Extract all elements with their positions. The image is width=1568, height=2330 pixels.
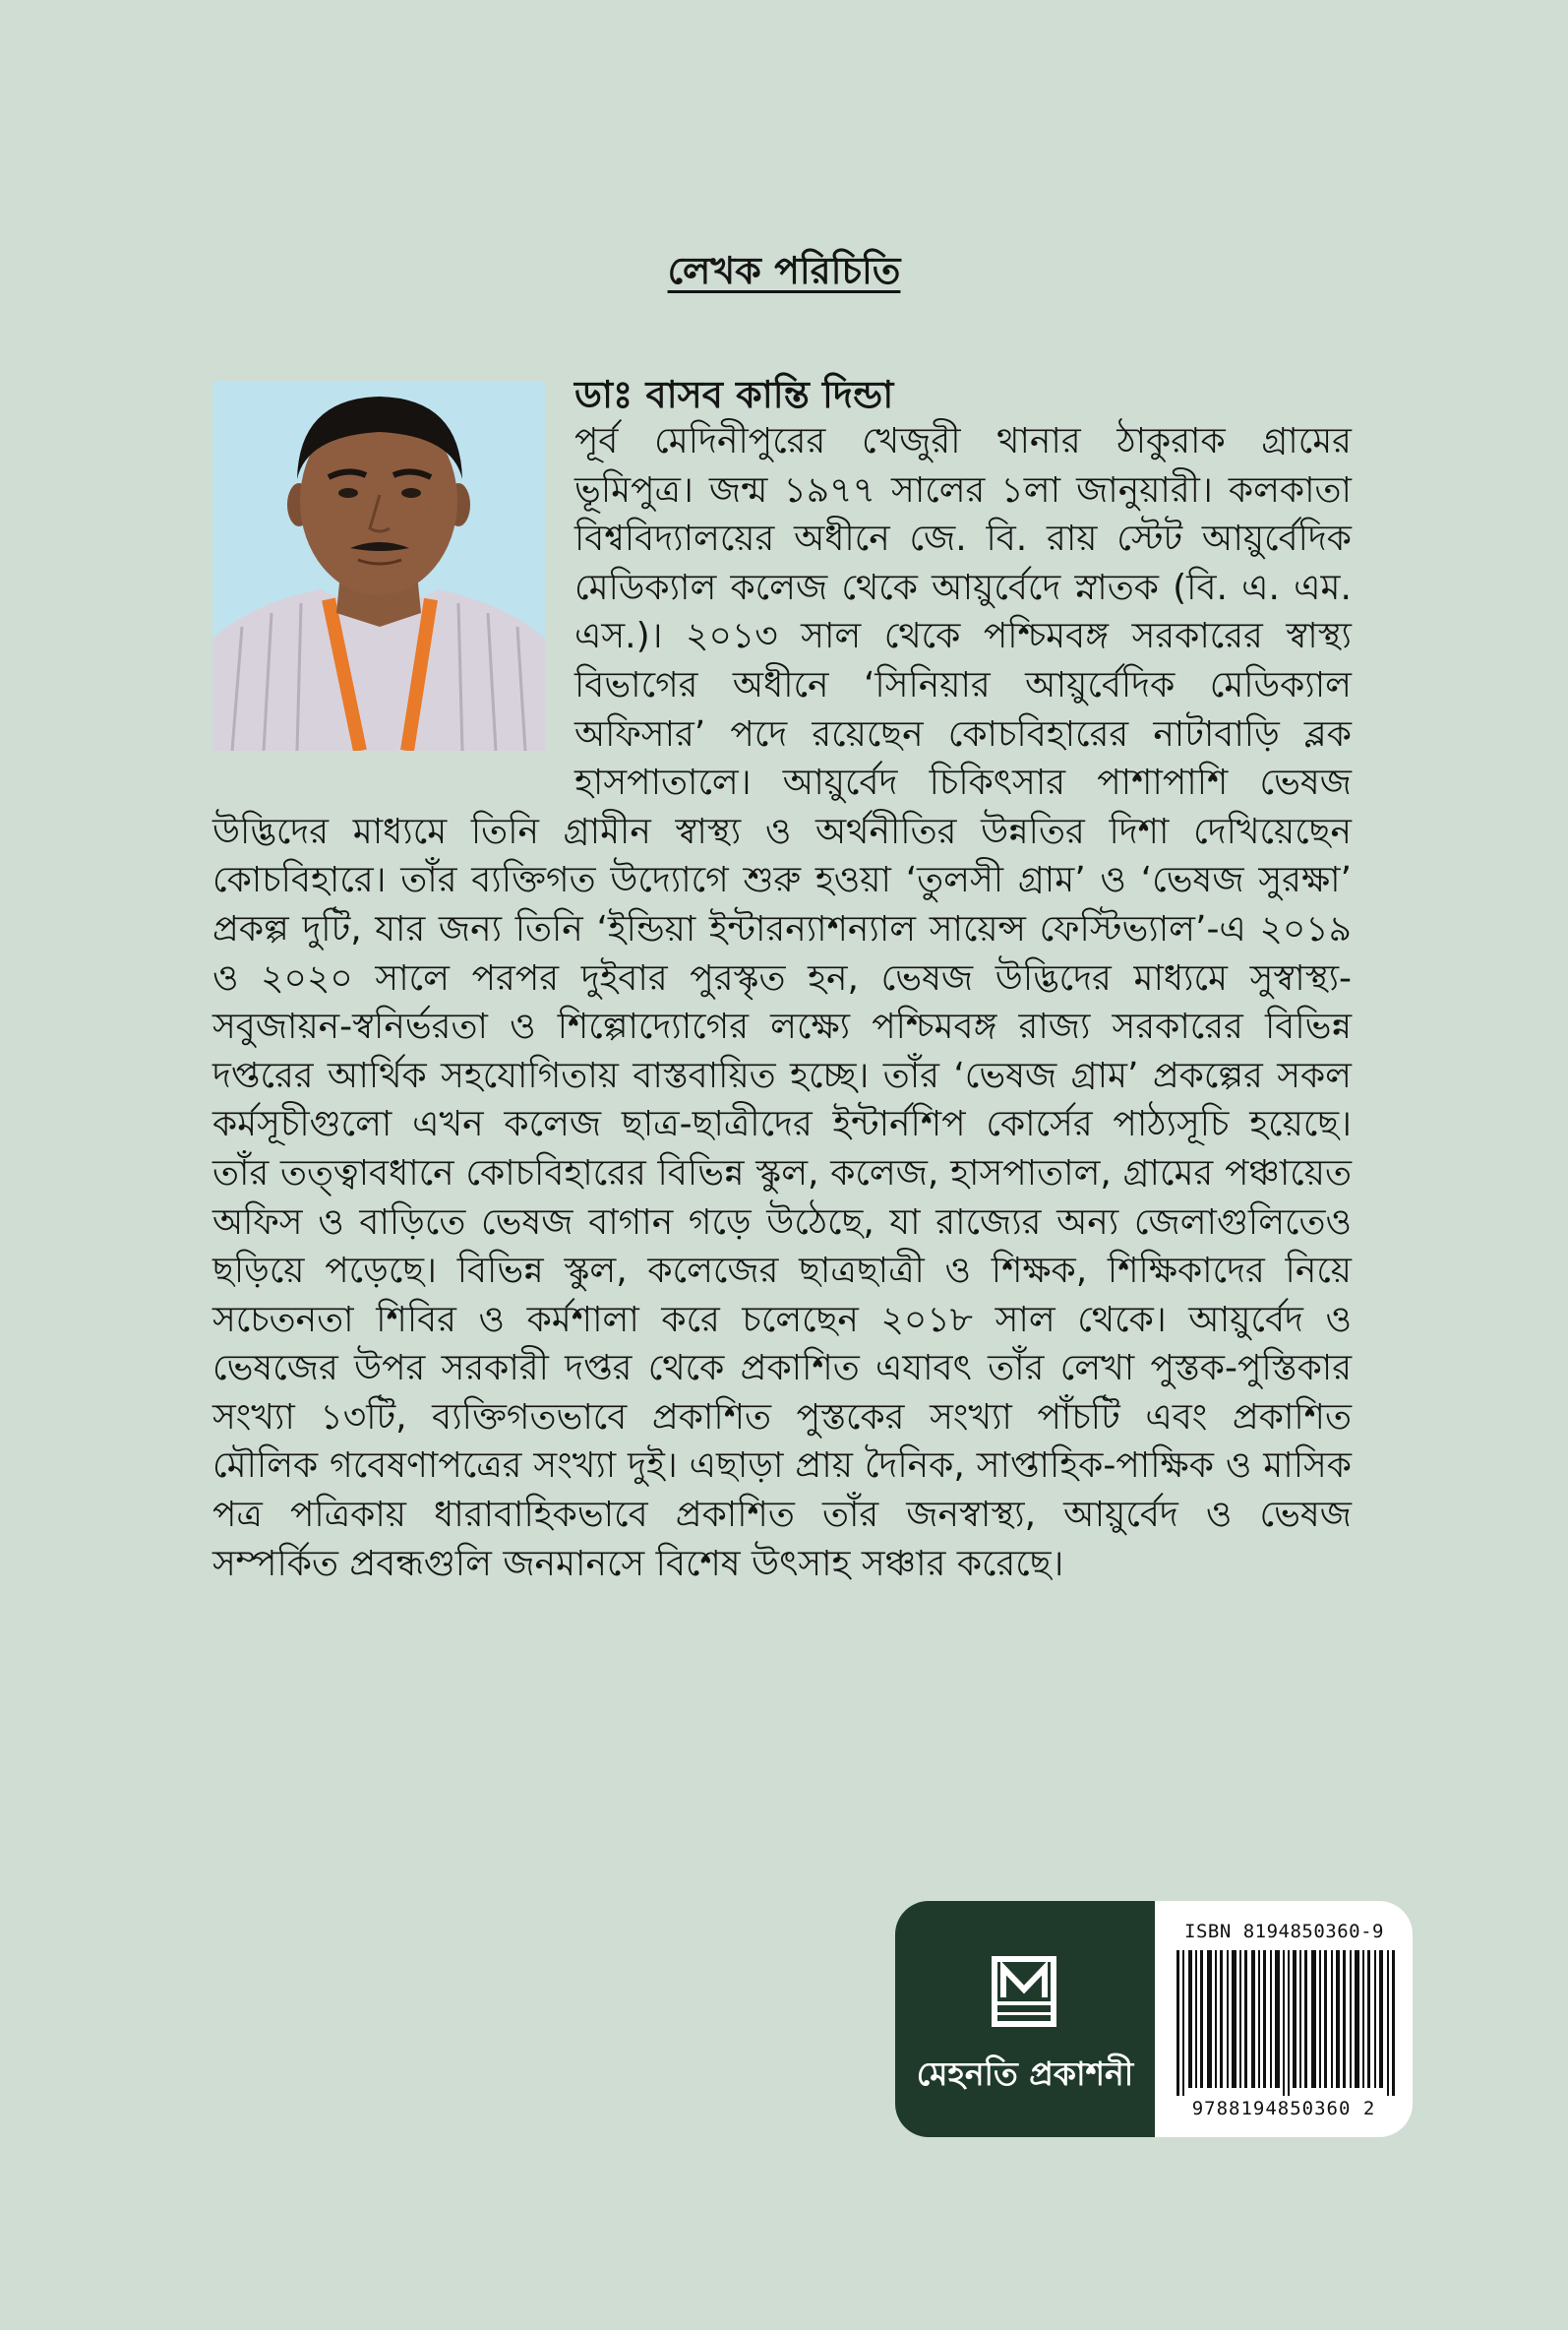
photo-text-wrap-spacer xyxy=(212,417,574,783)
publisher-panel xyxy=(895,1901,1155,2137)
barcode-digits: 9788194850360 2 xyxy=(1191,2098,1376,2119)
barcode-panel xyxy=(1155,1901,1413,2137)
author-bio-text: পূর্ব মেদিনীপুরের খেজুরী থানার ঠাকুরাক গ্রামের ভূমিপুত্র। জন্ম ১৯৭৭ সালের ১লা জানুয়ারী। কলকাতা বিশ্ববিদ্যালয়ের অধীনে জে. বি. রায় স্টেট আয়ুর্বেদিক মেডিক্যাল কলেজ থেকে আয়ুর্বেদে স্নাতক (বি. এ. এম. এস.)। ২০১৩ সাল থেকে পশ্চিমবঙ্গ সরকারের স্বাস্থ্য বিভাগের অধীনে ‘সিনিয়ার আয়ুর্বেদিক মেডিক্যাল অফিসার’ পদে রয়েছেন কোচবিহারের নাটাবাড়ি ব্লক হাসপাতালে। আয়ুর্বেদ চিকিৎসার পাশাপাশি ভেষজ উদ্ভিদের মাধ্যমে তিনি গ্রামীন স্বাস্থ্য ও অর্থনীতির উন্নতির দিশা দেখিয়েছেন কোচবিহারে। তাঁর ব্যক্তিগত উদ্যোগে শুরু হওয়া ‘তুলসী গ্রাম’ ও ‘ভেষজ সুরক্ষা’ প্রকল্প দুটি, যার জন্য তিনি ‘ইন্ডিয়া ইন্টারন্যাশন্যাল সায়েন্স ফেস্টিভ্যাল’-এ ২০১৯ ও ২০২০ সালে পরপর দুইবার পুরস্কৃত হন, ভেষজ উদ্ভিদের মাধ্যমে সুস্বাস্থ্য-সবুজায়ন-স্বনির্ভরতা ও শিল্পোদ্যোগের লক্ষ্যে পশ্চিমবঙ্গ রাজ্য সরকারের বিভিন্ন দপ্তরের আর্থিক সহযোগিতায় বাস্তবায়িত হচ্ছে। তাঁর ‘ভেষজ গ্রাম’ প্রকল্পের সকল কর্মসূচীগুলো এখন কলেজ ছাত্র-ছাত্রীদের ইন্টার্নশিপ কোর্সের পাঠ্যসূচি হয়েছে। তাঁর তত্ত্বাবধানে কোচবিহারের বিভিন্ন স্কুল, কলেজ, হাসপাতাল, গ্রামের পঞ্চায়েত অফিস ও বাড়িতে ভেষজ বাগান গড়ে উঠেছে, যা রাজ্যের অন্য জেলাগুলিতেও ছড়িয়ে পড়েছে। বিভিন্ন স্কুল, কলেজের ছাত্রছাত্রী ও শিক্ষক, শিক্ষিকাদের নিয়ে সচেতনতা শিবির ও কর্মশালা করে চলেছেন ২০১৮ সাল থেকে। আয়ুর্বেদ ও ভেষজের উপর সরকারী দপ্তর থেকে প্রকাশিত এযাবৎ তাঁর লেখা পুস্তক-পুস্তিকার সংখ্যা ১৩টি, ব্যক্তিগতভাবে প্রকাশিত পুস্তকের সংখ্যা পাঁচটি এবং প্রকাশিত মৌলিক গবেষণাপত্রের সংখ্যা দুই। এছাড়া প্রায় দৈনিক, সাপ্তাহিক-পাক্ষিক ও মাসিক পত্র পত্রিকায় ধারাবাহিকভাবে প্রকাশিত তাঁর জনস্বাস্থ্য, আয়ুর্বেদ ও ভেষজ সম্পর্কিত প্রবন্ধগুলি জনমানসে বিশেষ উৎসাহ সঞ্চার করেছে। xyxy=(212,421,1352,1584)
author-name: ডাঃ বাসব কান্তি দিন্ডা xyxy=(574,373,894,416)
isbn-label: ISBN 8194850360-9 xyxy=(1184,1921,1384,1942)
publisher-name: মেহনতি প্রকাশনী xyxy=(916,2054,1134,2093)
barcode-graphic xyxy=(1176,1950,1395,2096)
page-heading: লেখক পরিচিতি xyxy=(667,249,901,292)
author-bio xyxy=(212,417,1352,1588)
publisher-logo-icon xyxy=(992,1956,1056,2027)
